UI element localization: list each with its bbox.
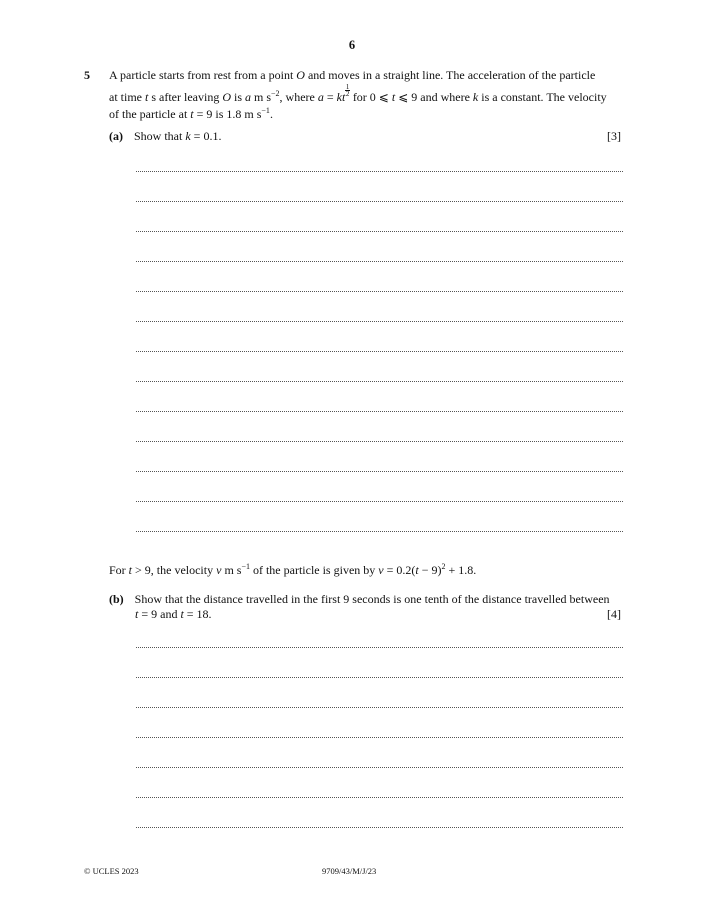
answer-line[interactable]	[136, 707, 623, 708]
footer-copyright: © UCLES 2023	[84, 866, 139, 876]
answer-line[interactable]	[136, 171, 623, 172]
question-stem-continued: For t > 9, the velocity v m $s^{-1}$ of the particle is given by $v = 0.2(t - 9)^2 + 1.8$.	[109, 562, 477, 577]
answer-line[interactable]	[136, 291, 623, 292]
answer-line[interactable]	[136, 531, 623, 532]
answer-line[interactable]	[136, 767, 623, 768]
part-b-marks: [4]	[607, 607, 621, 621]
answer-line[interactable]	[136, 231, 623, 232]
part-a-label: (a)	[109, 129, 123, 143]
answer-line[interactable]	[136, 381, 623, 382]
question-stem	[109, 67, 626, 123]
answer-line[interactable]	[136, 351, 623, 352]
stem-line-3: of the particle at t = 9 is 1.8 m $s^{-1}$.	[109, 106, 273, 121]
part-a-text: Show that k = 0.1.	[134, 129, 222, 143]
answer-line[interactable]	[136, 737, 623, 738]
answer-line[interactable]	[136, 411, 623, 412]
answer-line[interactable]	[136, 501, 623, 502]
answer-line[interactable]	[136, 797, 623, 798]
part-a	[109, 129, 221, 144]
question-number: 5	[84, 68, 90, 82]
answer-line[interactable]	[136, 677, 623, 678]
answer-line[interactable]	[136, 261, 623, 262]
part-b	[109, 592, 626, 622]
answer-line[interactable]	[136, 471, 623, 472]
page-number: 6	[348, 38, 356, 52]
stem-line-2: at time t s after leaving O is a m $s^{-2}$, where a = kt $\frac{1}{2}$ for 0 ⩽ t ⩽ 9 and where k is a constant. The velocity	[109, 83, 607, 104]
part-b-label: (b)	[109, 592, 124, 606]
part-b-text-line-2: t = 9 and t = 18.	[135, 607, 212, 621]
answer-line[interactable]	[136, 321, 623, 322]
part-a-marks: [3]	[607, 129, 621, 143]
answer-line[interactable]	[136, 441, 623, 442]
answer-line[interactable]	[136, 201, 623, 202]
answer-line[interactable]	[136, 827, 623, 828]
exponent-fraction: $\frac{1}{2}$	[345, 83, 350, 98]
answer-line[interactable]	[136, 647, 623, 648]
stem-line-1: A particle starts from rest from a point O and moves in a straight line. The acceleration of the particle	[109, 68, 596, 82]
footer-paper-code: 9709/43/M/J/23	[322, 866, 377, 876]
part-b-text-line-1: Show that the distance travelled in the first 9 seconds is one tenth of the distance travelled between	[134, 592, 610, 606]
